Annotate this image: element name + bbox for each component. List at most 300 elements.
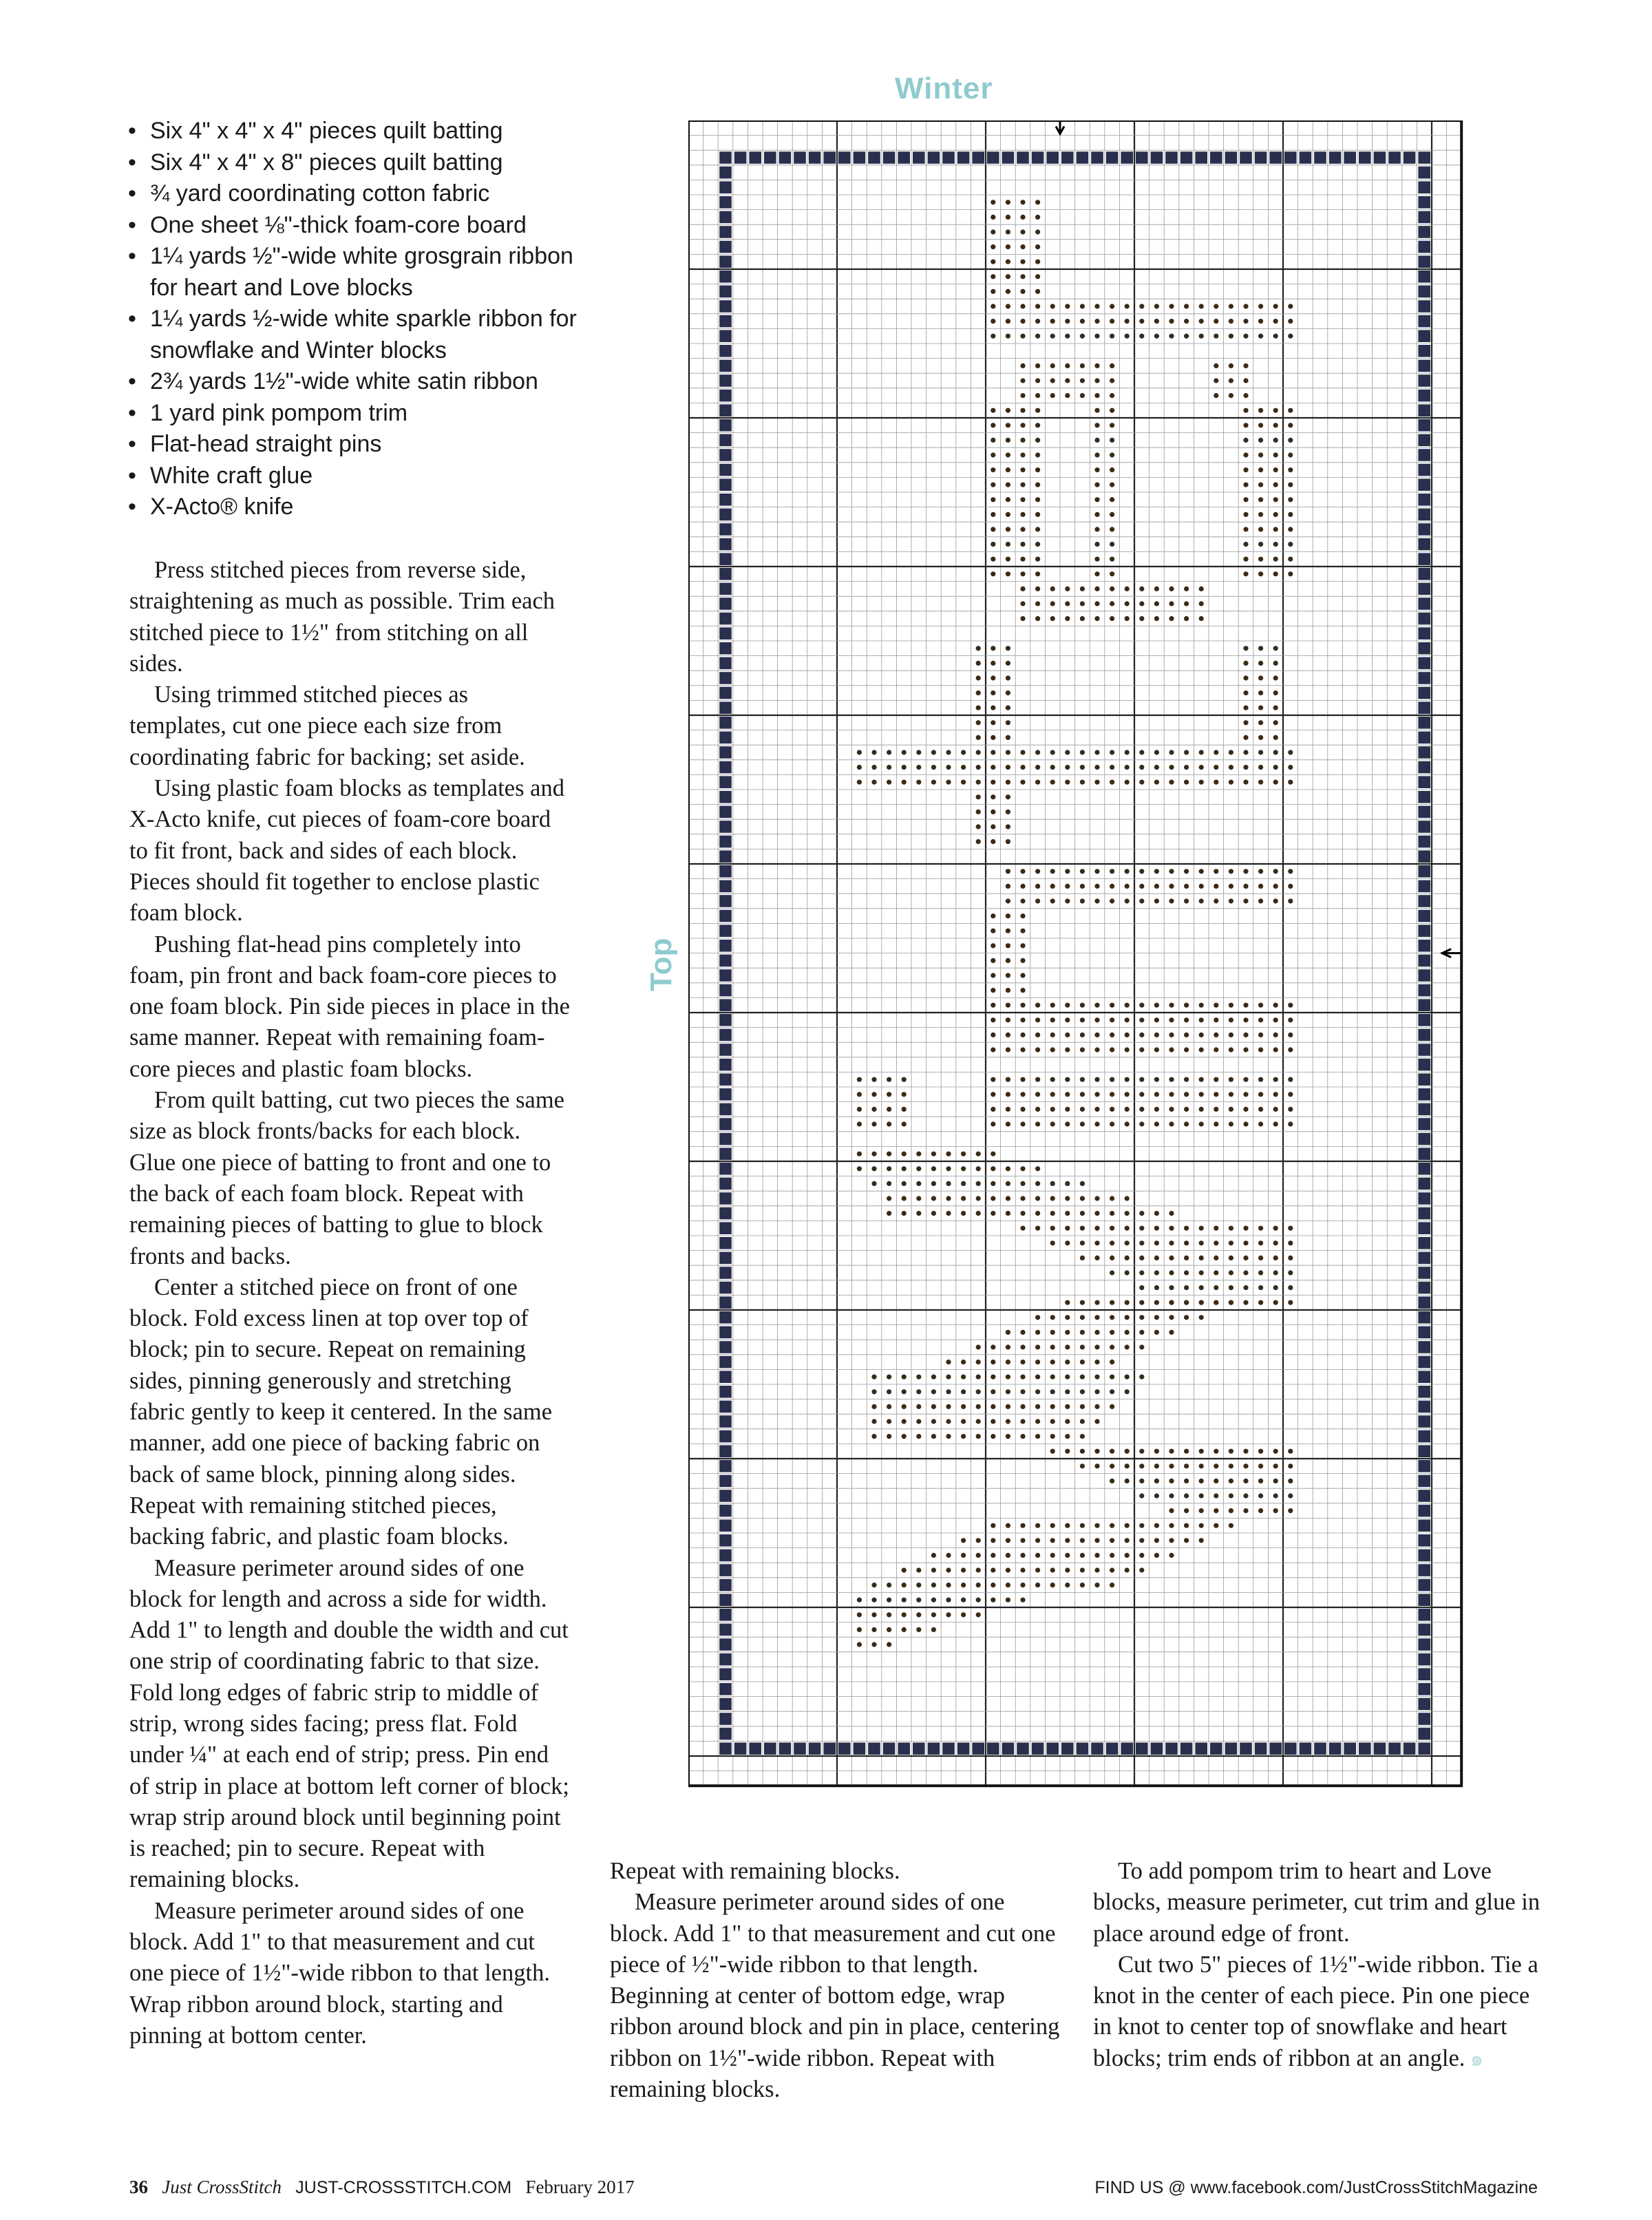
border-stitch: [1418, 732, 1430, 744]
stitch-dot: [1094, 1315, 1099, 1320]
stitch-dot: [1020, 438, 1025, 443]
stitch-dot: [916, 765, 921, 770]
stitch-dot: [916, 1627, 921, 1632]
stitch-dot: [931, 1434, 936, 1439]
stitch-dot: [991, 675, 995, 680]
stitch-dot: [1050, 1389, 1055, 1394]
stitch-dot: [916, 1181, 921, 1186]
border-stitch: [1418, 315, 1430, 328]
border-stitch: [764, 151, 776, 164]
stitch-dot: [1094, 467, 1099, 472]
stitch-dot: [1125, 1479, 1130, 1483]
stitch-dot: [1125, 1553, 1130, 1558]
stitch-dot: [1229, 363, 1233, 368]
stitch-dot: [991, 988, 995, 993]
stitch-dot: [1125, 1003, 1130, 1008]
supply-item: • 1 yard pink pompom trim: [128, 398, 582, 430]
border-stitch: [719, 271, 732, 283]
stitch-dot: [1199, 1493, 1204, 1498]
stitch-dot: [1094, 780, 1099, 785]
stitch-dot: [1243, 1285, 1248, 1290]
border-stitch: [1418, 271, 1430, 283]
stitch-dot: [1110, 571, 1114, 576]
stitch-dot: [1110, 483, 1114, 487]
stitch-dot: [871, 1404, 876, 1409]
stitch-dot: [1273, 869, 1278, 874]
stitch-dot: [1110, 1033, 1114, 1037]
stitch-dot: [1065, 1330, 1070, 1335]
stitch-dot: [1258, 483, 1263, 487]
stitch-dot: [857, 1152, 862, 1156]
border-stitch: [838, 151, 851, 164]
stitch-dot: [1080, 363, 1085, 368]
stitch-dot: [1125, 1344, 1130, 1349]
stitch-dot: [1229, 1523, 1233, 1528]
border-stitch: [1314, 151, 1326, 164]
border-stitch: [719, 226, 732, 238]
stitch-dot: [1288, 765, 1293, 770]
stitch-dot: [857, 1092, 862, 1097]
stitch-dot: [1214, 869, 1218, 874]
stitch-dot: [1065, 1077, 1070, 1082]
border-stitch: [1418, 1118, 1430, 1130]
stitch-dot: [1080, 1300, 1085, 1305]
stitch-dot: [1243, 527, 1248, 531]
stitch-dot: [1110, 1092, 1114, 1097]
border-stitch: [1418, 404, 1430, 416]
stitch-dot: [1110, 1538, 1114, 1543]
stitch-dot: [1258, 1092, 1263, 1097]
border-stitch: [719, 390, 732, 402]
border-stitch: [1418, 598, 1430, 610]
border-stitch: [1091, 151, 1103, 164]
stitch-dot: [1006, 943, 1010, 948]
stitch-dot: [1139, 616, 1144, 621]
border-stitch: [1418, 211, 1430, 224]
stitch-dot: [1214, 1493, 1218, 1498]
stitch-dot: [1020, 289, 1025, 294]
border-stitch: [1418, 955, 1430, 967]
stitch-dot: [1050, 1047, 1055, 1052]
stitch-dot: [1050, 1344, 1055, 1349]
stitch-dot: [991, 973, 995, 977]
stitch-dot: [1258, 765, 1263, 770]
stitch-dot: [991, 571, 995, 576]
stitch-dot: [1080, 1033, 1085, 1037]
stitch-dot: [1020, 260, 1025, 264]
border-stitch: [719, 404, 732, 416]
stitch-dot: [1094, 483, 1099, 487]
stitch-dot: [976, 1434, 981, 1439]
stitch-dot: [931, 1583, 936, 1587]
stitch-dot: [1125, 586, 1130, 591]
border-stitch: [1091, 1742, 1103, 1755]
stitch-dot: [976, 1567, 981, 1572]
stitch-dot: [1243, 898, 1248, 903]
stitch-dot: [1065, 1567, 1070, 1572]
stitch-dot: [1080, 1434, 1085, 1439]
instruction-paragraph: Cut two 5" pieces of 1½"-wide ribbon. Tie a knot in the center of each piece. Pin one piece in knot to center top of snowflake and heart blocks; trim ends of ribbon at an angle. ๑: [1093, 1951, 1538, 2071]
stitch-dot: [1229, 304, 1233, 308]
border-stitch: [1418, 746, 1430, 759]
border-stitch: [1418, 464, 1430, 476]
stitch-dot: [976, 1612, 981, 1617]
stitch-dot: [961, 1419, 966, 1424]
stitch-dot: [1080, 1121, 1085, 1126]
stitch-dot: [1258, 1047, 1263, 1052]
stitch-dot: [1273, 720, 1278, 725]
facebook-link[interactable]: FIND US @ www.facebook.com/JustCrossStitchMagazine: [1094, 2178, 1538, 2197]
stitch-dot: [1184, 765, 1189, 770]
stitch-dot: [1258, 1107, 1263, 1112]
stitch-dot: [1243, 661, 1248, 666]
stitch-dot: [887, 765, 891, 770]
stitch-dot: [1065, 1315, 1070, 1320]
stitch-dot: [1006, 690, 1010, 695]
stitch-dot: [1094, 393, 1099, 398]
stitch-dot: [1169, 1300, 1174, 1305]
stitch-dot: [991, 289, 995, 294]
stitch-dot: [1020, 1077, 1025, 1082]
stitch-dot: [1288, 438, 1293, 443]
stitch-dot: [1050, 1181, 1055, 1186]
stitch-dot: [931, 1375, 936, 1379]
stitch-dot: [1094, 1523, 1099, 1528]
border-stitch: [719, 255, 732, 268]
stitch-dot: [1258, 884, 1263, 889]
stitch-dot: [1035, 363, 1040, 368]
border-stitch: [972, 1742, 984, 1755]
stitch-dot: [1214, 304, 1218, 308]
stitch-dot: [1214, 363, 1218, 368]
stitch-dot: [1214, 1033, 1218, 1037]
stitch-dot: [976, 1404, 981, 1409]
stitch-dot: [931, 1404, 936, 1409]
stitch-dot: [1006, 810, 1010, 814]
border-stitch: [1061, 151, 1074, 164]
border-stitch: [1418, 1252, 1430, 1265]
stitch-dot: [1006, 884, 1010, 889]
stitch-dot: [1139, 319, 1144, 324]
stitch-dot: [916, 750, 921, 754]
stitch-dot: [1184, 1047, 1189, 1052]
stitch-dot: [1050, 1092, 1055, 1097]
border-stitch: [719, 1519, 732, 1532]
stitch-dot: [1080, 1226, 1085, 1231]
stitch-dot: [902, 1077, 907, 1082]
stitch-dot: [1125, 1538, 1130, 1543]
stitch-dot: [1184, 1493, 1189, 1498]
border-stitch: [1418, 1683, 1430, 1695]
stitch-dot: [1020, 571, 1025, 576]
stitch-dot: [991, 244, 995, 249]
stitch-dot: [902, 1404, 907, 1409]
stitch-dot: [1110, 1047, 1114, 1052]
stitch-dot: [1125, 1121, 1130, 1126]
stitch-dot: [1154, 1270, 1159, 1275]
stitch-dot: [991, 467, 995, 472]
stitch-dot: [1169, 1479, 1174, 1483]
stitch-dot: [1035, 200, 1040, 204]
stitch-dot: [1006, 289, 1010, 294]
stitch-dot: [1094, 1583, 1099, 1587]
border-stitch: [719, 865, 732, 878]
stitch-dot: [1169, 765, 1174, 770]
stitch-dot: [1273, 1270, 1278, 1275]
border-stitch: [1136, 151, 1148, 164]
stitch-dot: [1094, 1077, 1099, 1082]
stitch-dot: [1020, 958, 1025, 963]
stitch-dot: [1243, 334, 1248, 339]
border-stitch: [1418, 330, 1430, 342]
stitch-dot: [1288, 780, 1293, 785]
border-stitch: [1344, 151, 1356, 164]
stitch-dot: [887, 1598, 891, 1603]
stitch-dot: [1139, 750, 1144, 754]
border-stitch: [719, 1044, 732, 1056]
stitch-dot: [1288, 423, 1293, 427]
border-stitch: [1418, 791, 1430, 803]
border-stitch: [1418, 1192, 1430, 1205]
stitch-dot: [887, 1166, 891, 1171]
stitch-dot: [1243, 1508, 1248, 1513]
border-stitch: [1195, 1742, 1207, 1755]
border-stitch: [719, 1192, 732, 1205]
stitch-dot: [1139, 1270, 1144, 1275]
stitch-dot: [1110, 512, 1114, 517]
stitch-dot: [1110, 438, 1114, 443]
stitch-dot: [1273, 1508, 1278, 1513]
stitch-dot: [1020, 557, 1025, 562]
stitch-dot: [1006, 1360, 1010, 1364]
stitch-dot: [1110, 586, 1114, 591]
stitch-dot: [1273, 527, 1278, 531]
stitch-dot: [887, 780, 891, 785]
border-stitch: [1061, 1742, 1074, 1755]
stitch-dot: [1006, 824, 1010, 829]
stitch-dot: [1035, 1077, 1040, 1082]
stitch-dot: [1139, 1256, 1144, 1260]
stitch-dot: [1184, 586, 1189, 591]
border-stitch: [719, 464, 732, 476]
border-stitch: [719, 330, 732, 342]
stitch-dot: [1110, 1196, 1114, 1201]
stitch-dot: [991, 646, 995, 651]
stitch-dot: [1035, 869, 1040, 874]
stitch-dot: [976, 1196, 981, 1201]
stitch-dot: [1065, 1181, 1070, 1186]
stitch-dot: [1154, 334, 1159, 339]
stitch-dot: [991, 423, 995, 427]
border-stitch: [1329, 1742, 1342, 1755]
border-stitch: [928, 1742, 940, 1755]
stitch-dot: [961, 1553, 966, 1558]
stitch-dot: [976, 1152, 981, 1156]
border-stitch: [719, 286, 732, 298]
stitch-dot: [1214, 1479, 1218, 1483]
stitch-dot: [1094, 750, 1099, 754]
stitch-dot: [1035, 780, 1040, 785]
stitch-dot: [991, 720, 995, 725]
stitch-dot: [1080, 1553, 1085, 1558]
stitch-dot: [1273, 319, 1278, 324]
stitch-dot: [1080, 586, 1085, 591]
border-stitch: [1418, 1550, 1430, 1562]
stitch-dot: [1065, 780, 1070, 785]
stitch-dot: [1080, 1003, 1085, 1008]
stitch-dot: [1035, 512, 1040, 517]
border-stitch: [1418, 241, 1430, 253]
border-stitch: [1418, 583, 1430, 595]
stitch-dot: [1080, 1463, 1085, 1468]
border-stitch: [1418, 1014, 1430, 1026]
stitch-dot: [1154, 750, 1159, 754]
border-stitch: [719, 1118, 732, 1130]
stitch-dot: [857, 1107, 862, 1112]
stitch-dot: [1125, 1047, 1130, 1052]
stitch-dot: [1125, 319, 1130, 324]
stitch-dot: [961, 1152, 966, 1156]
stitch-dot: [1020, 1033, 1025, 1037]
stitch-dot: [1110, 765, 1114, 770]
stitch-dot: [1273, 497, 1278, 502]
stitch-dot: [1006, 1344, 1010, 1349]
stitch-dot: [1273, 467, 1278, 472]
stitch-dot: [1094, 1211, 1099, 1216]
stitch-dot: [1258, 1449, 1263, 1454]
instruction-paragraph: Center a stitched piece on front of one block. Fold excess linen at top over top of block; pin to secure. Repeat on remaining sides, pinning generously and stretching fabric gently to keep it centered. In the same manner, add one piece of backing fabric on back of same block, pinning along sides. Repeat with remaining stitched pieces, backing fabric, and plastic foam blocks.: [129, 1273, 553, 1550]
border-stitch: [1418, 553, 1430, 565]
stitch-dot: [1110, 1330, 1114, 1335]
border-stitch: [719, 1267, 732, 1279]
border-stitch: [1418, 836, 1430, 848]
border-stitch: [1418, 1326, 1430, 1339]
stitch-dot: [1065, 334, 1070, 339]
stitch-dot: [1258, 898, 1263, 903]
stitch-dot: [1125, 1196, 1130, 1201]
stitch-dot: [1020, 973, 1025, 977]
stitch-dot: [1080, 1360, 1085, 1364]
stitch-dot: [887, 1434, 891, 1439]
instruction-paragraph: From quilt batting, cut two pieces the same size as block fronts/backs for each block. Glue one piece of batting to front and one to the back of each foam block. Repeat with remaining pieces of batting to glue to block fronts and backs.: [129, 1087, 564, 1269]
stitch-dot: [1006, 780, 1010, 785]
stitch-dot: [1243, 1047, 1248, 1052]
border-stitch: [719, 1326, 732, 1339]
stitch-dot: [976, 720, 981, 725]
stitch-dot: [1094, 884, 1099, 889]
stitch-dot: [1110, 1107, 1114, 1112]
stitch-dot: [1050, 586, 1055, 591]
border-stitch: [1418, 672, 1430, 684]
stitch-dot: [1273, 1077, 1278, 1082]
stitch-dot: [1110, 423, 1114, 427]
border-stitch: [1418, 940, 1430, 952]
border-stitch: [1418, 1103, 1430, 1116]
stitch-dot: [1050, 1583, 1055, 1587]
stitch-dot: [871, 765, 876, 770]
stitch-dot: [1243, 735, 1248, 740]
stitch-dot: [1154, 1330, 1159, 1335]
stitch-dot: [1184, 334, 1189, 339]
stitch-dot: [1094, 542, 1099, 547]
stitch-dot: [1154, 1003, 1159, 1008]
border-stitch: [1418, 1624, 1430, 1636]
border-stitch: [1418, 1445, 1430, 1457]
stitch-dot: [1214, 319, 1218, 324]
stitch-dot: [1035, 542, 1040, 547]
stitch-dot: [1243, 438, 1248, 443]
stitch-dot: [1199, 1538, 1204, 1543]
border-stitch: [987, 151, 999, 164]
stitch-dot: [1065, 898, 1070, 903]
stitch-dot: [1139, 780, 1144, 785]
stitch-dot: [1020, 1360, 1025, 1364]
stitch-dot: [1229, 1047, 1233, 1052]
instruction-paragraph: Press stitched pieces from reverse side, straightening as much as possible. Trim each stitched piece to 1½" from stitching on all sides.: [129, 557, 555, 677]
stitch-dot: [1273, 1300, 1278, 1305]
stitch-dot: [1184, 601, 1189, 606]
stitch-dot: [1006, 720, 1010, 725]
stitch-dot: [902, 780, 907, 785]
border-stitch: [719, 1088, 732, 1101]
stitch-dot: [991, 1553, 995, 1558]
stitch-dot: [1229, 1463, 1233, 1468]
supply-list: [128, 116, 582, 523]
stitch-dot: [1273, 780, 1278, 785]
stitch-dot: [991, 929, 995, 933]
stitch-dot: [1020, 750, 1025, 754]
stitch-dot: [1020, 393, 1025, 398]
border-stitch: [1418, 1356, 1430, 1368]
stitch-dot: [991, 1166, 995, 1171]
stitch-dot: [1065, 393, 1070, 398]
stitch-dot: [976, 824, 981, 829]
border-stitch: [928, 151, 940, 164]
stitch-dot: [1139, 1463, 1144, 1468]
border-stitch: [719, 1609, 732, 1621]
border-stitch: [1374, 1742, 1386, 1755]
stitch-dot: [1050, 869, 1055, 874]
stitch-dot: [1199, 1033, 1204, 1037]
border-stitch: [719, 1237, 732, 1249]
border-stitch: [1418, 286, 1430, 298]
border-stitch: [1418, 1460, 1430, 1472]
stitch-dot: [1050, 884, 1055, 889]
stitch-dot: [1199, 334, 1204, 339]
stitch-dot: [1288, 542, 1293, 547]
border-stitch: [1418, 255, 1430, 268]
stitch-dot: [1080, 1330, 1085, 1335]
stitch-dot: [902, 1434, 907, 1439]
stitch-dot: [1199, 601, 1204, 606]
stitch-dot: [1229, 393, 1233, 398]
stitch-dot: [1110, 1553, 1114, 1558]
stitch-dot: [1258, 706, 1263, 710]
instruction-paragraph: Measure perimeter around sides of one block. Add 1" to that measurement and cut one piece of 1½"-wide ribbon to that length. Wrap ribbon around block, starting and pinning at bottom center.: [129, 1897, 550, 2049]
stitch-dot: [1258, 304, 1263, 308]
stitch-dot: [1199, 1270, 1204, 1275]
border-stitch: [1269, 151, 1282, 164]
border-stitch: [779, 151, 792, 164]
stitch-dot: [1020, 423, 1025, 427]
border-stitch: [1418, 806, 1430, 818]
stitch-dot: [1110, 363, 1114, 368]
stitch-dot: [1006, 438, 1010, 443]
border-stitch: [1165, 151, 1178, 164]
border-stitch: [719, 1103, 732, 1116]
stitch-dot: [1110, 1449, 1114, 1454]
stitch-dot: [991, 229, 995, 234]
